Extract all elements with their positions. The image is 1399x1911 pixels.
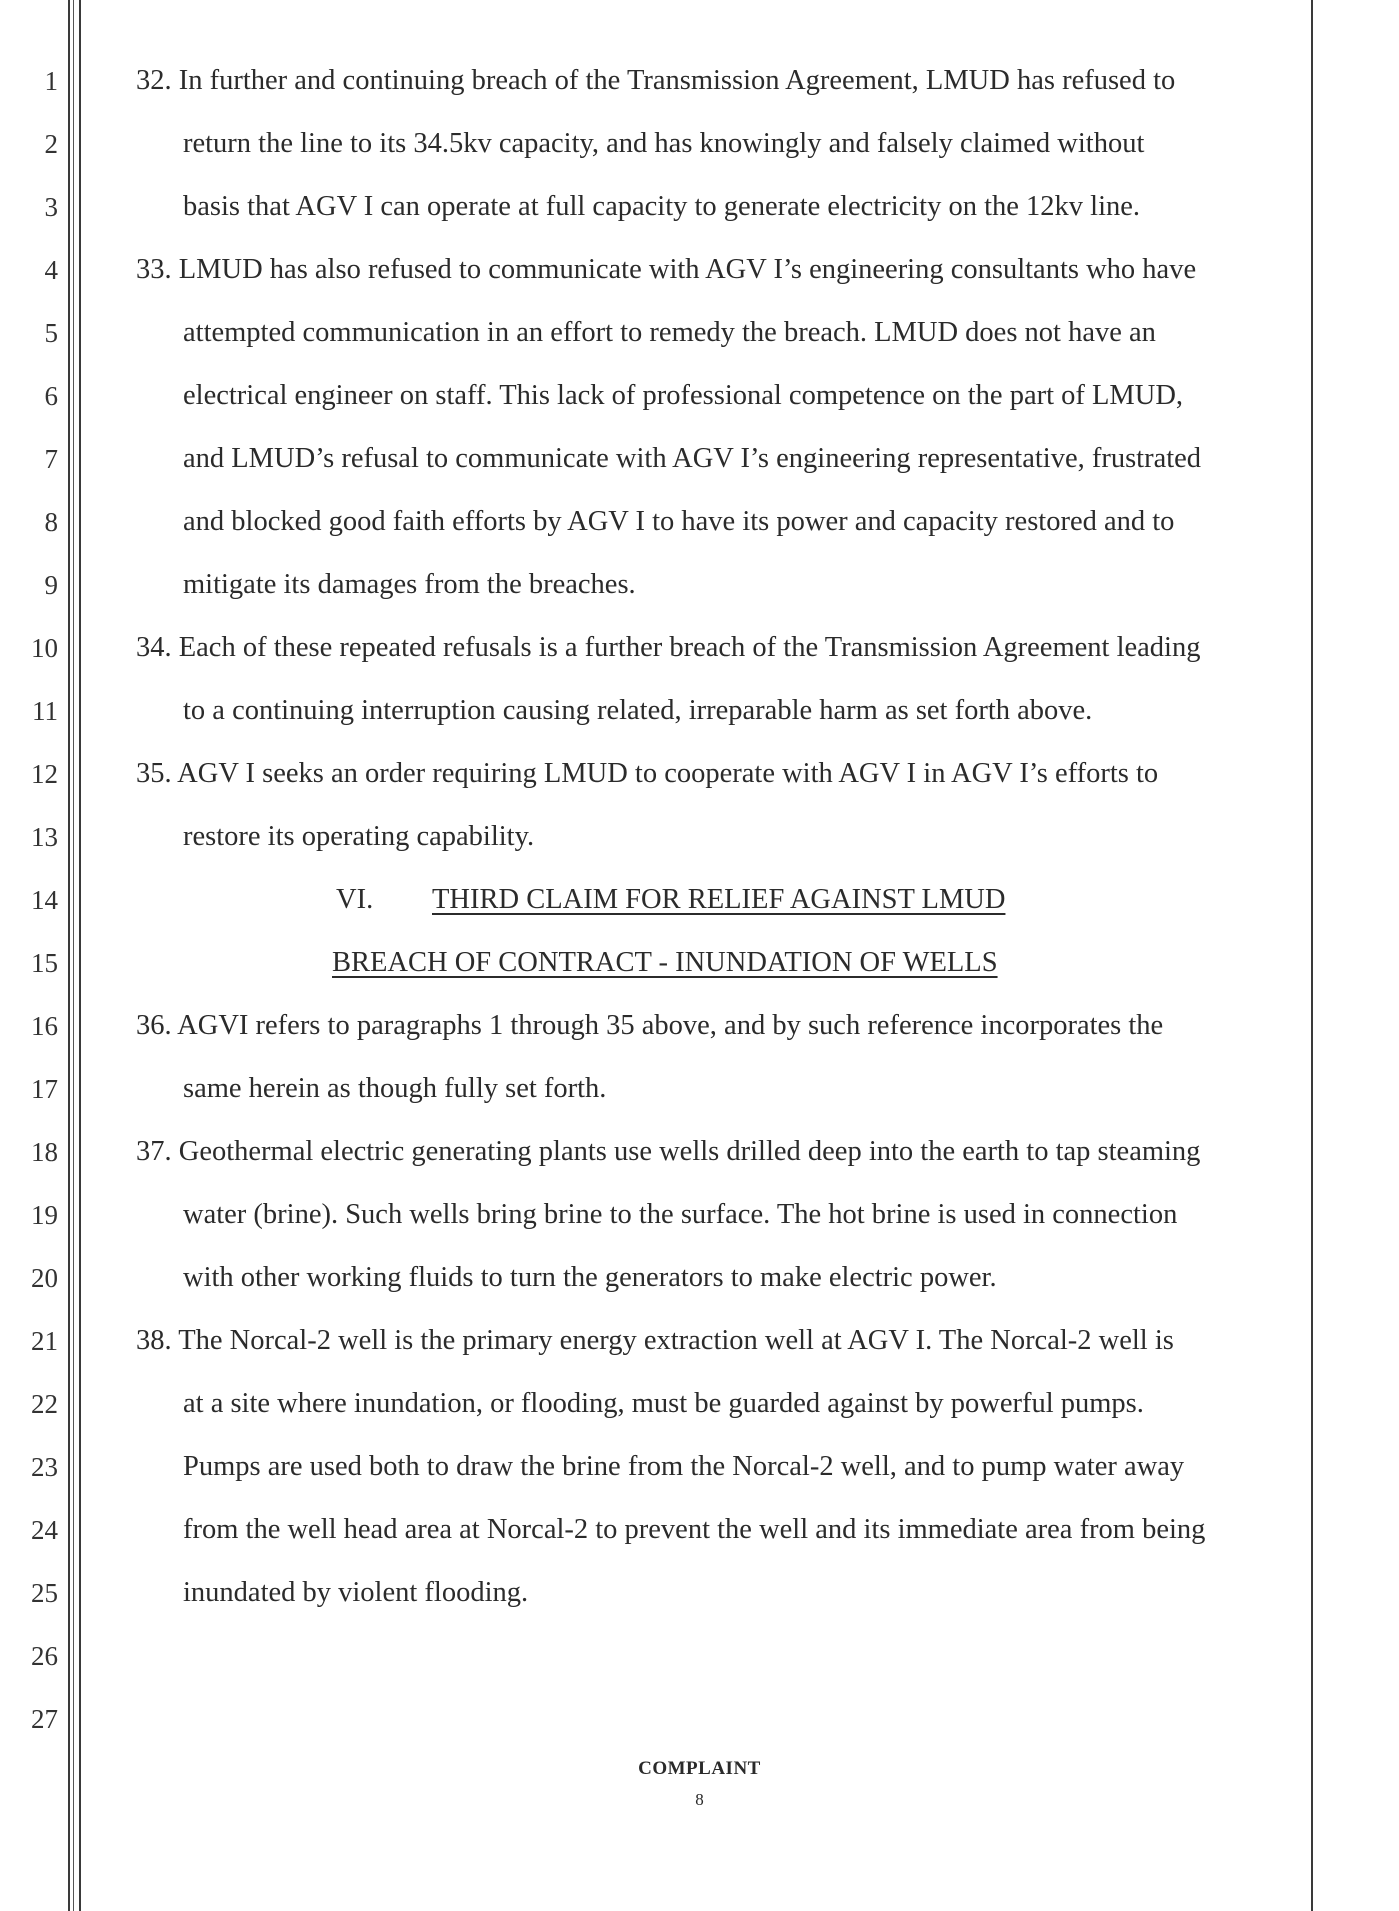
paragraph-33-line: and LMUD’s refusal to communicate with AGV I’s engineering representative, frustrated — [183, 443, 1202, 474]
line-number: 3 — [44, 192, 58, 222]
paragraph-33-line: and blocked good faith efforts by AGV I to have its power and capacity restored and to — [183, 506, 1175, 537]
line-number: 17 — [31, 1074, 58, 1104]
paragraph-35-line: restore its operating capability. — [183, 821, 535, 852]
line-number: 5 — [44, 318, 58, 348]
line-number: 22 — [31, 1389, 58, 1419]
paragraph-35-line: 35. AGV I seeks an order requiring LMUD to cooperate with AGV I in AGV I’s efforts to — [136, 758, 1159, 789]
line-number: 26 — [31, 1641, 58, 1671]
line-number: 16 — [31, 1011, 58, 1041]
paragraph-38-line: at a site where inundation, or flooding, must be guarded against by powerful pumps. — [183, 1388, 1144, 1419]
paragraph-32-line: basis that AGV I can operate at full capacity to generate electricity on the 12kv line. — [183, 191, 1141, 222]
paragraph-33-line: 33. LMUD has also refused to communicate with AGV I’s engineering consultants who have — [136, 254, 1197, 285]
paragraph-33-line: electrical engineer on staff. This lack of professional competence on the part of LMUD, — [183, 380, 1184, 411]
line-number: 4 — [44, 255, 58, 285]
line-number: 2 — [44, 129, 58, 159]
line-number: 23 — [31, 1452, 58, 1482]
section-heading: THIRD CLAIM FOR RELIEF AGAINST LMUD — [432, 884, 1006, 915]
footer-title: COMPLAINT — [638, 1758, 761, 1779]
paragraph-34-line: 34. Each of these repeated refusals is a further breach of the Transmission Agreement leading — [136, 632, 1201, 663]
line-number: 6 — [44, 381, 58, 411]
line-number: 12 — [31, 759, 58, 789]
paragraph-37-line: 37. Geothermal electric generating plants use wells drilled deep into the earth to tap steaming — [136, 1136, 1201, 1167]
paragraph-37-line: water (brine). Such wells bring brine to the surface. The hot brine is used in connection — [183, 1199, 1178, 1230]
left-margin-rule — [68, 0, 70, 1911]
line-number: 11 — [32, 696, 58, 726]
paragraph-36-line: same herein as though fully set forth. — [183, 1073, 607, 1104]
paragraph-38-line: 38. The Norcal-2 well is the primary energy extraction well at AGV I. The Norcal-2 well is — [136, 1325, 1174, 1356]
section-subheading: BREACH OF CONTRACT - INUNDATION OF WELLS — [332, 947, 998, 978]
paragraph-34-line: to a continuing interruption causing related, irreparable harm as set forth above. — [183, 695, 1093, 726]
line-number: 25 — [31, 1578, 58, 1608]
paragraph-33-line: attempted communication in an effort to remedy the breach. LMUD does not have an — [183, 317, 1156, 348]
paragraph-38-line: inundated by violent flooding. — [183, 1577, 529, 1608]
line-number: 15 — [31, 948, 58, 978]
line-number: 24 — [31, 1515, 58, 1545]
page-number: 8 — [695, 1790, 704, 1809]
line-number: 7 — [44, 444, 58, 474]
paragraph-36-line: 36. AGVI refers to paragraphs 1 through 35 above, and by such reference incorporates the — [136, 1010, 1164, 1041]
left-margin-rule-double — [79, 0, 81, 1911]
paragraph-32-line: 32. In further and continuing breach of the Transmission Agreement, LMUD has refused to — [136, 65, 1176, 96]
paragraph-33-line: mitigate its damages from the breaches. — [183, 569, 636, 600]
line-number: 13 — [31, 822, 58, 852]
line-number: 10 — [31, 633, 58, 663]
line-number: 19 — [31, 1200, 58, 1230]
line-number: 14 — [31, 885, 58, 915]
paragraph-37-line: with other working fluids to turn the generators to make electric power. — [183, 1262, 997, 1293]
line-number: 1 — [44, 66, 58, 96]
line-number: 20 — [31, 1263, 58, 1293]
left-margin-rule-inner — [73, 0, 74, 1911]
paragraph-38-line: Pumps are used both to draw the brine from the Norcal-2 well, and to pump water away — [183, 1451, 1185, 1482]
section-number: VI. — [336, 884, 374, 915]
line-number: 21 — [31, 1326, 58, 1356]
paragraph-32-line: return the line to its 34.5kv capacity, and has knowingly and falsely claimed without — [183, 128, 1145, 159]
line-number: 18 — [31, 1137, 58, 1167]
line-number: 27 — [31, 1704, 58, 1734]
paragraph-38-line: from the well head area at Norcal-2 to prevent the well and its immediate area from being — [183, 1514, 1206, 1545]
right-margin-rule — [1311, 0, 1313, 1911]
line-number: 8 — [44, 507, 58, 537]
line-number: 9 — [44, 570, 58, 600]
